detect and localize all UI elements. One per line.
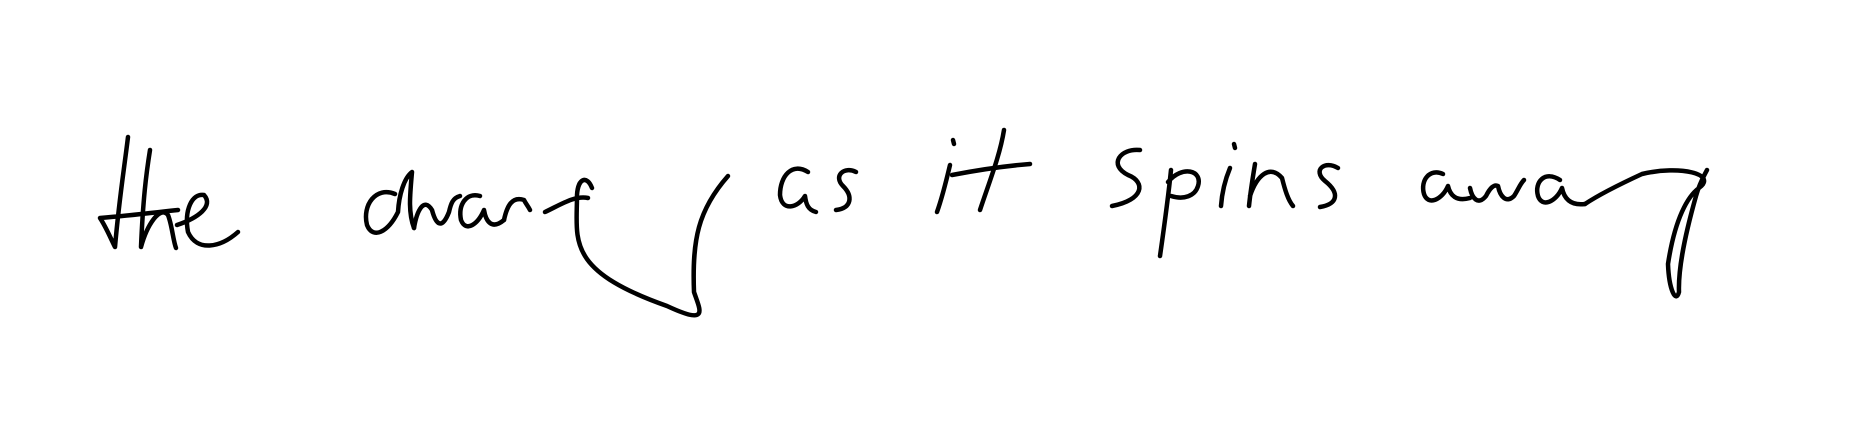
- word-dwarf: [366, 172, 728, 315]
- word-it: [937, 130, 1030, 212]
- word-away: [1423, 170, 1707, 296]
- word-as: [780, 169, 856, 212]
- word-spins: [1112, 144, 1338, 256]
- word-the: [100, 137, 238, 248]
